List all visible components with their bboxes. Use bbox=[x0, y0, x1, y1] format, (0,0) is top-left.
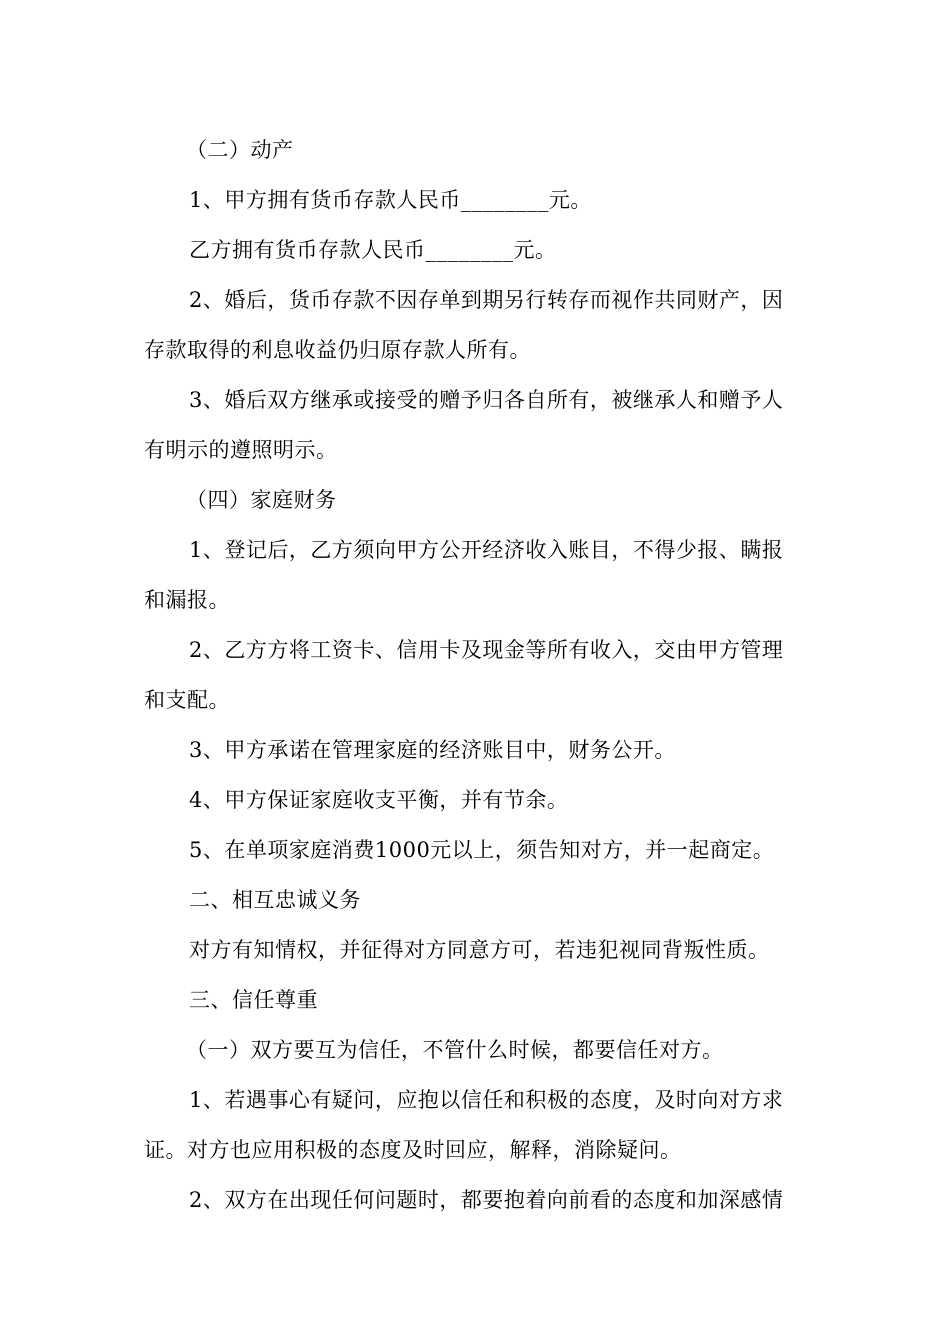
paragraph-line: 存款取得的利息收益仍归原存款人所有。 bbox=[144, 338, 531, 362]
section-heading-family-finance: （四）家庭财务 bbox=[186, 488, 337, 512]
paragraph-line: 乙方拥有货币存款人民币________元。 bbox=[189, 238, 557, 262]
paragraph-line: 1、若遇事心有疑问，应抱以信任和积极的态度，及时向对方求 bbox=[189, 1088, 784, 1112]
paragraph-line: 和支配。 bbox=[144, 688, 230, 712]
paragraph-line: 5、在单项家庭消费1000元以上，须告知对方，并一起商定。 bbox=[189, 838, 775, 862]
paragraph-line: 有明示的遵照明示。 bbox=[144, 438, 338, 462]
section-heading-movable-property: （二）动产 bbox=[186, 138, 294, 162]
section-heading-mutual-loyalty: 二、相互忠诚义务 bbox=[189, 888, 361, 912]
paragraph-line: 4、甲方保证家庭收支平衡，并有节余。 bbox=[189, 788, 569, 812]
section-heading-trust-respect: 三、信任尊重 bbox=[189, 988, 318, 1012]
paragraph-line: 2、双方在出现任何问题时，都要抱着向前看的态度和加深感情 bbox=[189, 1188, 784, 1212]
paragraph-line: 1、甲方拥有货币存款人民币________元。 bbox=[189, 188, 592, 212]
paragraph-line: 和漏报。 bbox=[144, 588, 230, 612]
paragraph-line: 对方有知情权，并征得对方同意方可，若违犯视同背叛性质。 bbox=[189, 938, 770, 962]
paragraph-line: 1、登记后，乙方须向甲方公开经济收入账目，不得少报、瞒报 bbox=[189, 538, 784, 562]
paragraph-line: 证。对方也应用积极的态度及时回应，解释，消除疑问。 bbox=[144, 1138, 682, 1162]
paragraph-line: 2、婚后，货币存款不因存单到期另行转存而视作共同财产，因 bbox=[189, 288, 784, 312]
paragraph-line: 3、甲方承诺在管理家庭的经济账目中，财务公开。 bbox=[189, 738, 676, 762]
paragraph-line: 3、婚后双方继承或接受的赠予归各自所有，被继承人和赠予人 bbox=[189, 388, 784, 412]
paragraph-line: 2、乙方方将工资卡、信用卡及现金等所有收入，交由甲方管理 bbox=[189, 638, 784, 662]
subsection-heading-mutual-trust: （一）双方要互为信任，不管什么时候，都要信任对方。 bbox=[186, 1038, 724, 1062]
